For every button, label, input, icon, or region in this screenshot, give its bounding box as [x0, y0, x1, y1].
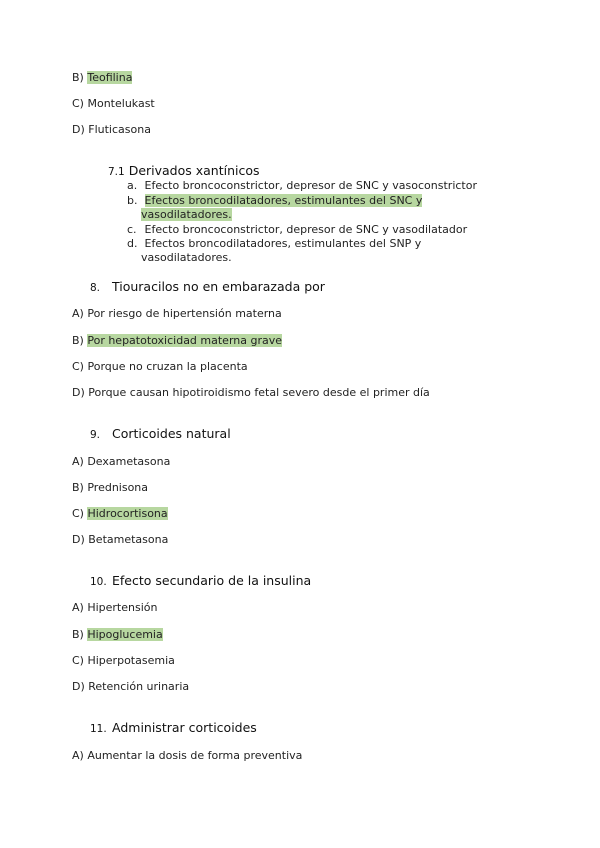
q8-option-a: A) Por riesgo de hipertensión materna [72, 307, 282, 320]
option-b-teofilina: B) Teofilina [72, 71, 133, 84]
q9-option-d: D) Betametasona [72, 533, 169, 546]
answer-highlight: vasodilatadores. [141, 208, 232, 221]
q10-option-a: A) Hipertensión [72, 601, 158, 614]
q7-1-option-d-line2: vasodilatadores. [141, 251, 232, 264]
q7-1-option-b-line2 [141, 208, 232, 222]
answer-highlight: Hidrocortisona [87, 507, 168, 520]
q10-option-c: C) Hiperpotasemia [72, 654, 175, 667]
q11-option-a: A) Aumentar la dosis de forma preventiva [72, 749, 303, 762]
question-8-heading: 8. Tiouracilos no en embarazada por [90, 279, 325, 294]
q7-1-option-a: a. Efecto broncoconstrictor, depresor de SNC y vasoconstrictor [127, 179, 477, 192]
answer-highlight: Por hepatotoxicidad materna grave [87, 334, 283, 347]
question-7-1-heading: 7.1 Derivados xantínicos [108, 163, 260, 178]
q9-option-c: C) Hidrocortisona [72, 507, 168, 520]
answer-highlight: Efectos broncodilatadores, estimulantes del SNC y [144, 194, 423, 207]
question-9-heading: 9. Corticoides natural [90, 426, 231, 441]
q9-option-b: B) Prednisona [72, 481, 149, 494]
option-c-montelukast: C) Montelukast [72, 97, 155, 110]
q9-option-a: A) Dexametasona [72, 455, 171, 468]
q7-1-option-d: d. Efectos broncodilatadores, estimulantes del SNP y [127, 237, 422, 250]
option-d-fluticasona: D) Fluticasona [72, 123, 151, 136]
q10-option-b: B) Hipoglucemia [72, 628, 163, 641]
q8-option-c: C) Porque no cruzan la placenta [72, 360, 248, 373]
q8-option-b: B) Por hepatotoxicidad materna grave [72, 334, 283, 347]
q7-1-option-b: b. Efectos broncodilatadores, estimulantes del SNC y [127, 194, 423, 207]
question-10-heading: 10. Efecto secundario de la insulina [90, 573, 312, 588]
answer-highlight: Hipoglucemia [87, 628, 163, 641]
answer-highlight: Teofilina [87, 71, 133, 84]
question-11-heading: 11. Administrar corticoides [90, 720, 257, 735]
q10-option-d: D) Retención urinaria [72, 680, 190, 693]
q8-option-d: D) Porque causan hipotiroidismo fetal severo desde el primer día [72, 386, 430, 399]
q7-1-option-c: c. Efecto broncoconstrictor, depresor de SNC y vasodilatador [127, 223, 468, 236]
